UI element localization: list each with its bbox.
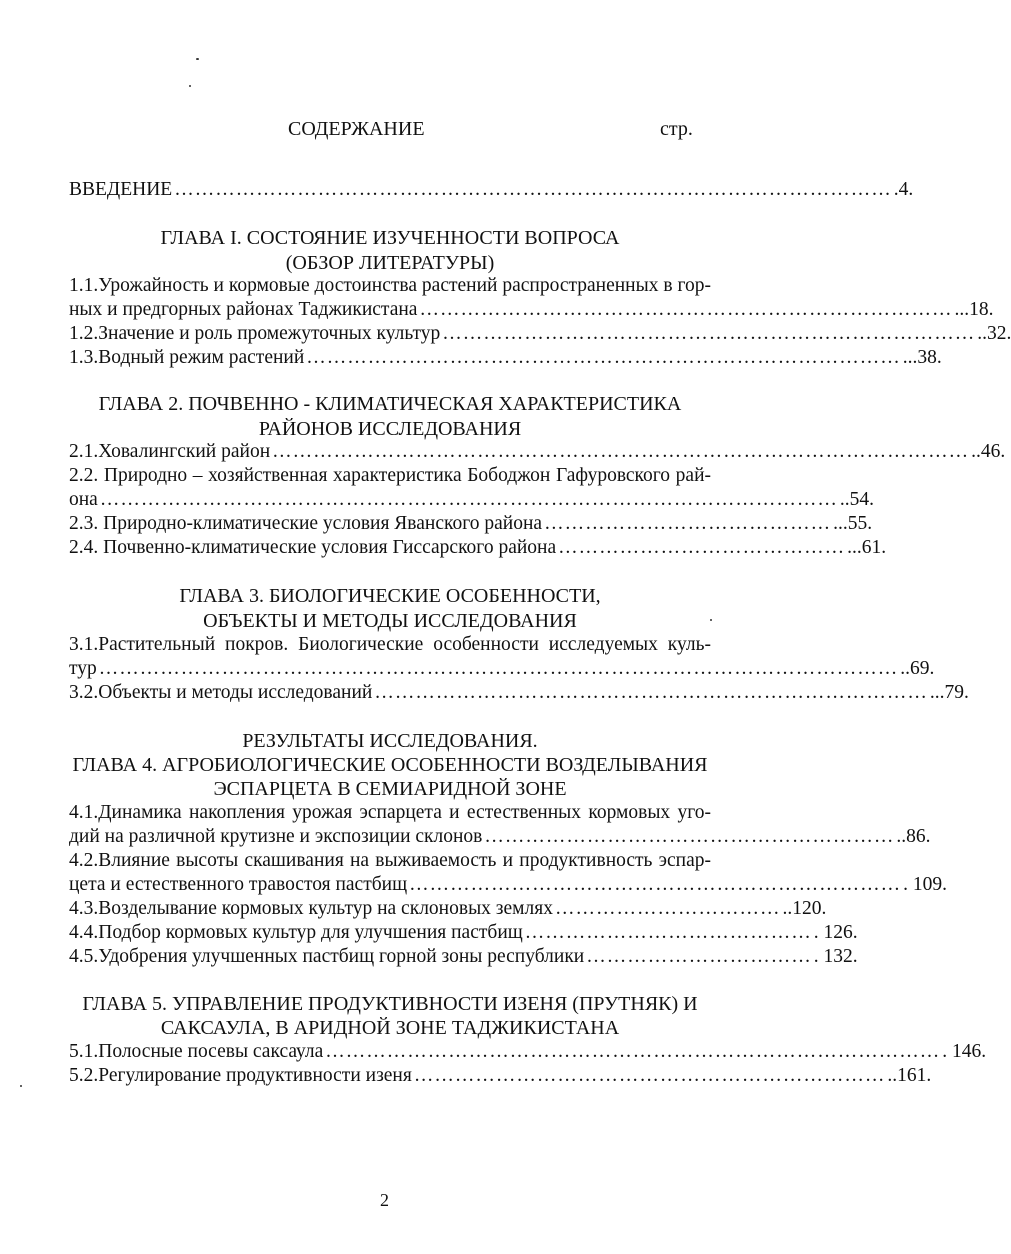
toc-entry-3-1-line-2	[69, 657, 935, 681]
toc-entry-text: 2.4. Почвенно-климатические условия Гиссарского района	[69, 537, 557, 558]
toc-entry-page: ..32.	[977, 323, 1011, 344]
toc-entry-text: тур	[69, 658, 97, 679]
toc-entry-1-3	[69, 346, 942, 370]
results-heading: РЕЗУЛЬТАТЫ ИССЛЕДОВАНИЯ.	[242, 730, 538, 752]
chapter-1-heading-line-2: (ОБЗОР ЛИТЕРАТУРЫ)	[285, 252, 495, 274]
toc-entry-page: ..161.	[887, 1065, 932, 1086]
toc-entry-page: ..120.	[782, 898, 827, 919]
toc-entry-page: ...18.	[954, 299, 994, 320]
toc-entry-text: ных и предгорных районах Таджикистана	[69, 299, 418, 320]
scan-speck	[710, 619, 712, 621]
chapter-4-heading-line-2: ЭСПАРЦЕТА В СЕМИАРИДНОЙ ЗОНЕ	[213, 778, 567, 800]
leader-dots: ……………………………………	[544, 513, 832, 534]
leader-dots: ………………………………………………………………………………………………	[99, 489, 838, 510]
page-title: СОДЕРЖАНИЕ	[288, 118, 425, 140]
toc-entry-text: цета и естественного травостоя пастбищ	[69, 874, 408, 895]
toc-entry-text: 1.2.Значение и роль промежуточных культур	[69, 323, 441, 344]
chapter-3-heading-line-2: ОБЪЕКТЫ И МЕТОДЫ ИССЛЕДОВАНИЯ	[203, 610, 577, 632]
toc-entry-4-4	[69, 921, 858, 945]
toc-entry-text: 4.4.Подбор кормовых культур для улучшения пастбищ	[69, 922, 523, 943]
toc-entry-page: ..69.	[900, 658, 935, 679]
toc-entry-text: дий на различной крутизне и экспозиции склонов	[69, 826, 483, 847]
toc-entry-text: ВВЕДЕНИЕ	[69, 179, 173, 200]
toc-entry-page: .4.	[893, 179, 914, 200]
toc-entry-text: 4.3.Возделывание кормовых культур на склоновых землях	[69, 898, 553, 919]
toc-entry-text: она	[69, 489, 98, 510]
leader-dots: ………………………………………………………………………	[374, 682, 928, 703]
toc-entry-2-1	[69, 440, 1006, 464]
leader-dots: ……………………………	[554, 898, 781, 919]
toc-entry-4-2-line-2	[69, 873, 947, 897]
toc-entry-2-3	[69, 512, 873, 536]
toc-entry-text: 3.2.Объекты и методы исследований	[69, 682, 373, 703]
toc-entry-page: ...79.	[929, 682, 969, 703]
toc-entry-text: 4.5.Удобрения улучшенных пастбищ горной зоны республики	[69, 946, 585, 967]
toc-entry-page: ..46.	[971, 441, 1006, 462]
leader-dots: ……………………………………………………	[484, 826, 895, 847]
leader-dots: ……………………………………………………………	[413, 1065, 886, 1086]
chapter-3-heading-line-1: ГЛАВА 3. БИОЛОГИЧЕСКИЕ ОСОБЕННОСТИ,	[179, 585, 601, 607]
toc-entry-page: ...55.	[833, 513, 873, 534]
toc-entry-5-1	[69, 1040, 987, 1064]
page-number: 2	[380, 1190, 389, 1210]
toc-entry-page: ..86.	[896, 826, 931, 847]
toc-entry-3-2	[69, 681, 969, 705]
chapter-4-heading-line-1: ГЛАВА 4. АГРОБИОЛОГИЧЕСКИЕ ОСОБЕННОСТИ ВОЗДЕЛЫВАНИЯ	[72, 754, 708, 776]
leader-dots: ……………………………………	[558, 537, 846, 558]
leader-dots: …………………………………………………………………………………………	[272, 441, 970, 462]
toc-entry-5-2	[69, 1064, 932, 1088]
scan-speck	[20, 1085, 22, 1087]
toc-entry-2-4	[69, 536, 887, 560]
chapter-2-heading-line-2: РАЙОНОВ ИССЛЕДОВАНИЯ	[258, 418, 522, 440]
pages-column-label: стр.	[660, 118, 693, 140]
toc-entry-text: 5.1.Полосные посевы саксаула	[69, 1041, 324, 1062]
leader-dots: ……………………………………………………………………………………………	[174, 179, 892, 200]
chapter-5-heading-line-2: САКСАУЛА, В АРИДНОЙ ЗОНЕ ТАДЖИКИСТАНА	[160, 1017, 620, 1039]
leader-dots: ……………………………………………………………………	[442, 323, 976, 344]
chapter-1-heading-line-1: ГЛАВА I. СОСТОЯНИЕ ИЗУЧЕННОСТИ ВОПРОСА	[160, 227, 620, 249]
toc-entry-2-2-line-2	[69, 488, 874, 512]
scan-speck	[196, 58, 199, 60]
leader-dots: ………………………………………………………………………………	[325, 1041, 941, 1062]
chapter-5-heading-line-1: ГЛАВА 5. УПРАВЛЕНИЕ ПРОДУКТИВНОСТИ ИЗЕНЯ (ПРУТНЯК) И	[82, 993, 698, 1015]
leader-dots: ……………………………………	[524, 922, 812, 943]
toc-entry-4-2-line-1: 4.2.Влияние высоты скашивания на выживаемость и продуктивность эспар-	[69, 850, 711, 871]
leader-dots: ……………………………………………………………………………	[306, 347, 901, 368]
chapter-2-heading-line-1: ГЛАВА 2. ПОЧВЕННО - КЛИМАТИЧЕСКАЯ ХАРАКТЕРИСТИКА	[98, 393, 682, 415]
leader-dots: ………………………………………………………………………………………………………	[98, 658, 899, 679]
toc-entry-3-1-line-1: 3.1.Растительный покров. Биологические особенности исследуемых куль-	[69, 634, 711, 655]
toc-entry-text: 2.3. Природно-климатические условия Яванского района	[69, 513, 543, 534]
toc-entry-1-2	[69, 322, 1011, 346]
toc-entry-1-1-line-1: 1.1.Урожайность и кормовые достоинства растений распространенных в гор-	[69, 275, 711, 296]
toc-entry-text: 1.3.Водный режим растений	[69, 347, 305, 368]
toc-entry-page: . 146.	[942, 1041, 987, 1062]
scan-speck	[189, 85, 191, 87]
toc-entry-4-1-line-1: 4.1.Динамика накопления урожая эспарцета и естественных кормовых уго-	[69, 802, 711, 823]
toc-entry-text: 5.2.Регулирование продуктивности изеня	[69, 1065, 412, 1086]
toc-entry-4-3	[69, 897, 827, 921]
toc-entry-page: ..54.	[839, 489, 874, 510]
toc-entry-page: ...61.	[847, 537, 887, 558]
toc-entry-4-1-line-2	[69, 825, 931, 849]
leader-dots: ……………………………………………………………………	[419, 299, 953, 320]
toc-entry-page: . 132.	[813, 946, 858, 967]
toc-entry-text: 2.1.Ховалингский район	[69, 441, 271, 462]
toc-entry-page: . 126.	[813, 922, 858, 943]
leader-dots: ………………………………………………………………	[409, 874, 902, 895]
toc-entry-page: ...38.	[902, 347, 942, 368]
toc-entry-1-1-line-2	[69, 298, 994, 322]
toc-entry-2-2-line-1: 2.2. Природно – хозяйственная характеристика Бободжон Гафуровского рай-	[69, 465, 711, 486]
toc-entry-4-5	[69, 945, 858, 969]
toc-entry-intro	[69, 178, 914, 202]
leader-dots: ……………………………	[586, 946, 812, 967]
toc-entry-page: . 109.	[903, 874, 947, 895]
